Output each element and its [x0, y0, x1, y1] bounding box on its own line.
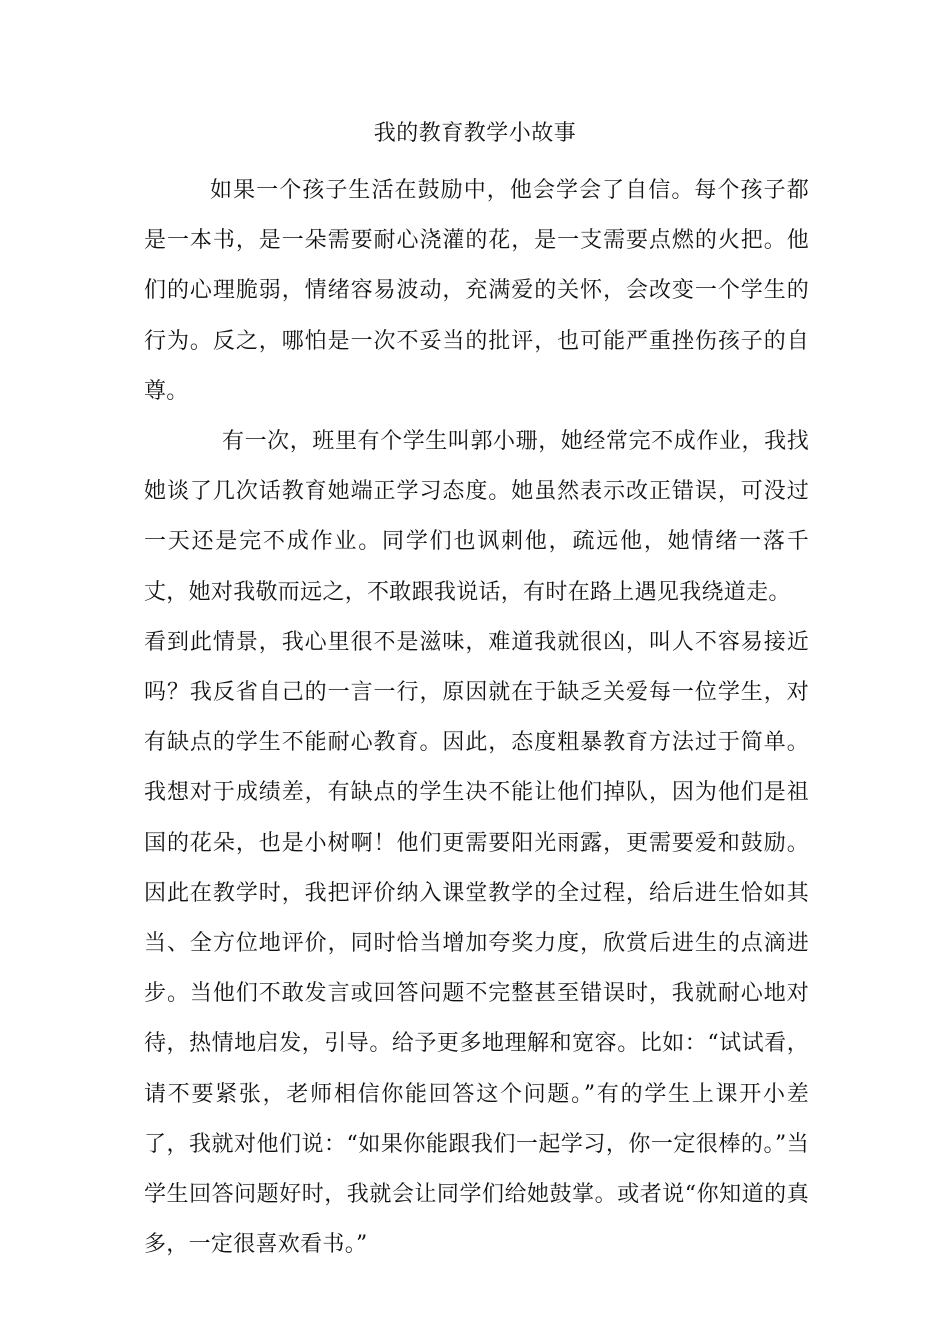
document-title: 我的教育教学小故事 — [373, 121, 577, 146]
paragraph-1: 如果一个孩子生活在鼓励中，他会学会了自信。每个孩子都是一本书，是一朵需要耐心浇灌的花，是一支需要点燃的火把。他们的心理脆弱，情绪容易波动，充满爱的关怀，会改变一个学生的行为。反之，哪怕是一次不妥当的批评，也可能严重挫伤孩子的自尊。 — [144, 178, 809, 404]
paragraph-3: 看到此情景，我心里很不是滋味，难道我就很凶，叫人不容易接近吗？我反省自己的一言一行，原因就在于缺乏关爱每一位学生，对有缺点的学生不能耐心教育。因此，态度粗暴教育方法过于简单。我想对于成绩差，有缺点的学生决不能让他们掉队，因为他们是祖国的花朵，也是小树啊！他们更需要阳光雨露，更需要爱和鼓励。因此在教学时，我把评价纳入课堂教学的全过程，给后进生恰如其当、全方位地评价，同时恰当增加夸奖力度，欣赏后进生的点滴进步。当他们不敢发言或回答问题不完整甚至错误时，我就耐心地对待，热情地启发，引导。给予更多地理解和宽容。比如：“试试看，请不要紧张，老师相信你能回答这个问题。”有的学生上课开小差了，我就对他们说：“如果你能跟我们一起学习，你一定很棒的。”当学生回答问题好时，我就会让同学们给她鼓掌。或者说“你知道的真多，一定很喜欢看书。” — [144, 629, 809, 1258]
document-body — [144, 166, 809, 1270]
paragraph-2: 有一次，班里有个学生叫郭小珊，她经常完不成作业，我找她谈了几次话教育她端正学习态度。她虽然表示改正错误，可没过一天还是完不成作业。同学们也讽刺他，疏远他，她情绪一落千丈，她对我敬而远之，不敢跟我说话，有时在路上遇见我绕道走。 — [144, 429, 809, 605]
